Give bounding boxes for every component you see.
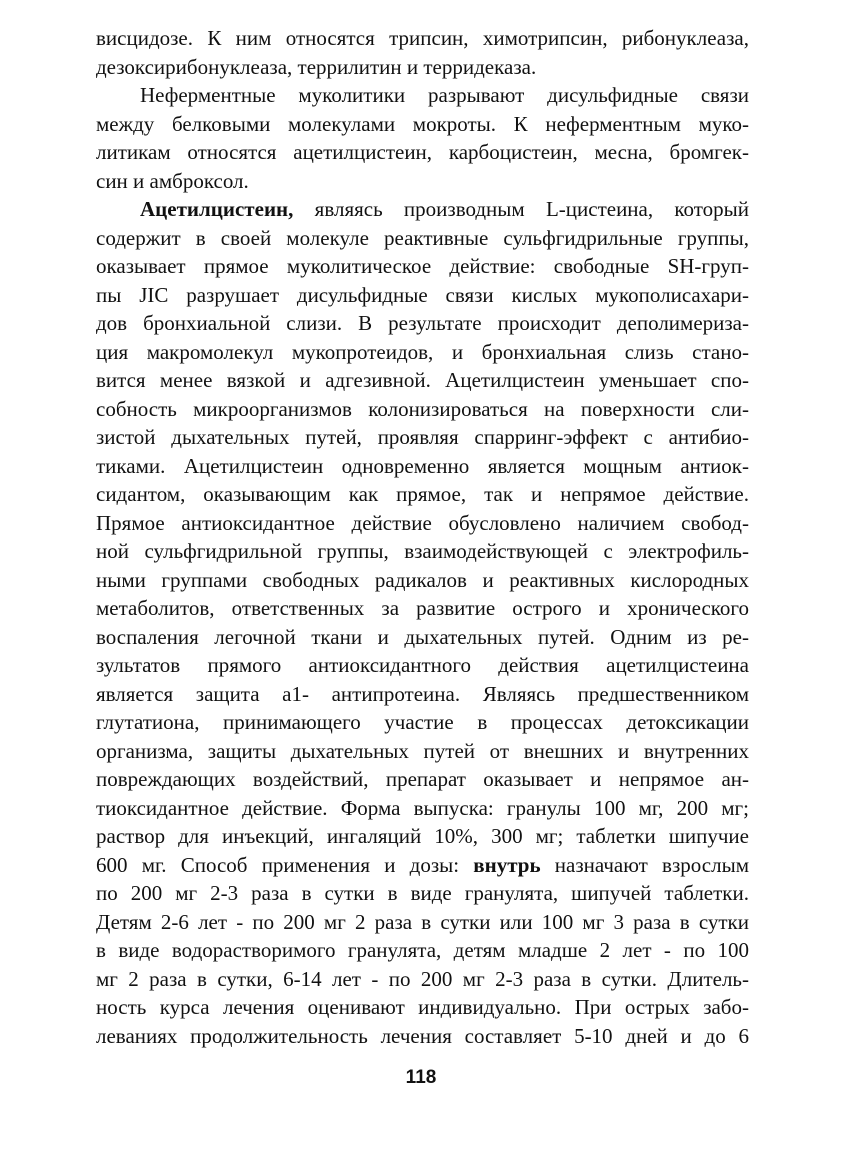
bold-term: внутрь — [473, 852, 541, 877]
text-line: дов бронхиальной слизи. В результате происходит деполимериза- — [96, 311, 749, 335]
text-line — [96, 851, 749, 880]
page-number: 118 — [405, 1067, 437, 1088]
line-text: 600 мг. Способ применения и дозы: — [96, 852, 474, 877]
text-line: ность курса лечения оценивают индивидуально. При острых забо- — [96, 995, 749, 1019]
text-line: пы JIC разрушает дисульфидные связи кислых мукополисахари- — [96, 282, 749, 307]
text-line: син и амброксол. — [96, 168, 249, 193]
text-line: леваниях продолжительность лечения составляет 5-10 дней и до 6 — [96, 1023, 749, 1048]
text-line: вится менее вязкой и адгезивной. Ацетилцистеин уменьшает спо- — [96, 368, 749, 392]
text-line: Детям 2-6 лет - по 200 мг 2 раза в сутки или 100 мг 3 раза в сутки — [96, 909, 749, 934]
text-line: метаболитов, ответственных за развитие острого и хронического — [96, 596, 749, 620]
text-line: между белковыми молекулами мокроты. К неферментным муко- — [96, 111, 749, 136]
text-line: ной сульфгидрильной группы, взаимодействующей с электрофиль- — [96, 539, 749, 563]
text-line: организма, защиты дыхательных путей от внешних и внутренних — [96, 738, 749, 763]
text-line: зультатов прямого антиоксидантного действия ацетилцистеина — [96, 653, 749, 677]
text-line: является защита a1- антипротеина. Являясь предшественником — [96, 681, 749, 706]
text-line: сидантом, оказывающим как прямое, так и непрямое действие. — [96, 482, 749, 506]
text-line: тиками. Ацетилцистеин одновременно является мощным антиок- — [96, 453, 749, 478]
text-line: по 200 мг 2-3 раза в сутки в виде гранулята, шипучей таблетки. — [96, 881, 749, 905]
body-text — [96, 24, 749, 1050]
text-line: воспаления легочной ткани и дыхательных путей. Одним из ре- — [96, 624, 749, 649]
text-line: Неферментные муколитики разрывают дисульфидные связи — [140, 83, 749, 107]
text-line: повреждающих воздействий, препарат оказывает и непрямое ан- — [96, 767, 749, 791]
text-line: мг 2 раза в сутки, 6-14 лет - по 200 мг 2-3 раза в сутки. Длитель- — [96, 966, 749, 991]
text-line: ными группами свободных радикалов и реактивных кислородных — [96, 567, 749, 592]
text-line: глутатиона, принимающего участие в процессах детоксикации — [96, 710, 749, 734]
line-text: являясь производным L-цистеина, который — [293, 197, 749, 221]
text-line: Прямое антиоксидантное действие обусловлено наличием свобод- — [96, 510, 749, 535]
text-line — [96, 195, 749, 224]
text-line: в виде водорастворимого гранулята, детям младше 2 лет - по 100 — [96, 938, 749, 962]
text-line: висцидозе. К ним относятся трипсин, химотрипсин, рибонуклеаза, — [96, 26, 749, 50]
line-text: назначают взрослым — [540, 852, 749, 877]
text-line: собность микроорганизмов колонизироваться на поверхности сли- — [96, 396, 749, 421]
text-line: оказывает прямое муколитическое действие: свободные SH-груп- — [96, 254, 749, 278]
text-line: литикам относятся ацетилцистеин, карбоцистеин, месна, бромгек- — [96, 140, 749, 164]
text-line: дезоксирибонуклеаза, террилитин и терридеказа. — [96, 54, 537, 79]
text-line: ция макромолекул мукопротеидов, и бронхиальная слизь стано- — [96, 339, 749, 364]
text-line: зистой дыхательных путей, проявляя спарринг-эффект с антибио- — [96, 425, 749, 449]
text-line: раствор для инъекций, ингаляций 10%, 300 мг; таблетки шипучие — [96, 824, 749, 848]
text-line: содержит в своей молекуле реактивные сульфгидрильные группы, — [96, 225, 749, 250]
text-line: тиоксидантное действие. Форма выпуска: гранулы 100 мг, 200 мг; — [96, 795, 749, 820]
bold-term: Ацетилцистеин, — [140, 197, 294, 221]
